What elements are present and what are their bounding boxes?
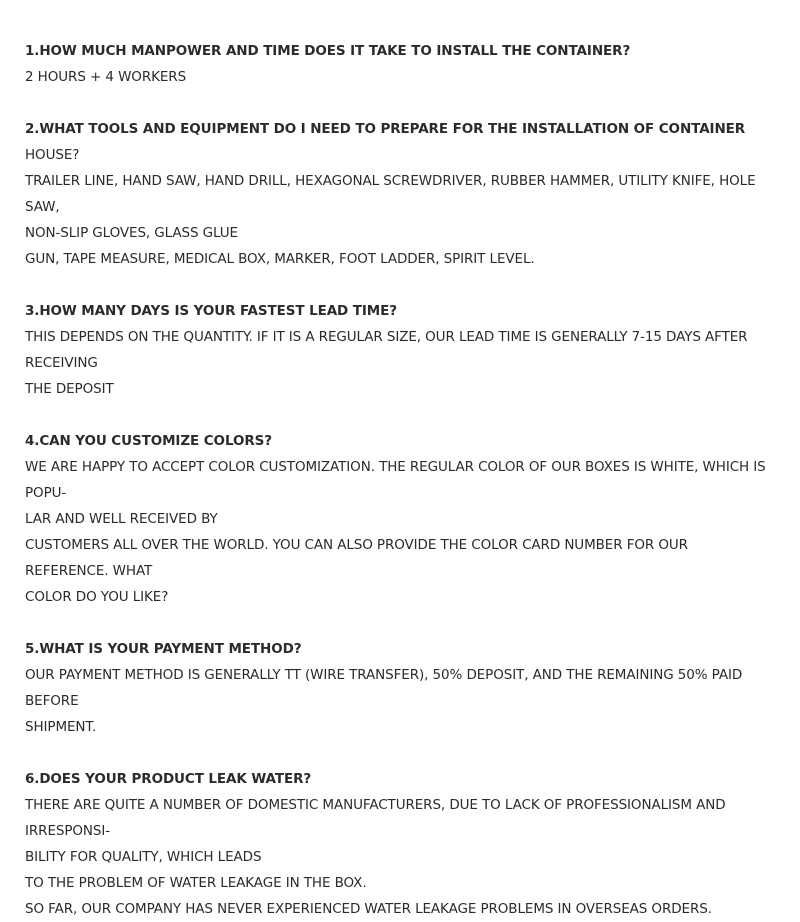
faq-question: 2.WHAT TOOLS AND EQUIPMENT DO I NEED TO PREPARE FOR THE INSTALLATION OF CONTAINER HOUSE? (25, 121, 746, 163)
faq-answer-line: TRAILER LINE, HAND SAW, HAND DRILL, HEXAGONAL SCREWDRIVER, RUBBER HAMMER, UTILITY KNIFE, HOLE SAW, (25, 173, 756, 215)
faq-item-6 (25, 766, 775, 922)
faq-item-5 (25, 636, 775, 740)
faq-item-4 (25, 428, 775, 610)
faq-question: 6.DOES YOUR PRODUCT LEAK WATER? (25, 771, 312, 787)
faq-answer-line: THIS DEPENDS ON THE QUANTITY. IF IT IS A REGULAR SIZE, OUR LEAD TIME IS GENERALLY 7-15 DAYS AFTER RECEIVING (25, 329, 748, 371)
faq-answer-line: BILITY FOR QUALITY, WHICH LEADS (25, 849, 262, 865)
faq-answer-line: CUSTOMERS ALL OVER THE WORLD. YOU CAN ALSO PROVIDE THE COLOR CARD NUMBER FOR OUR REFERENCE. WHAT (25, 537, 688, 579)
faq-answer-line: COLOR DO YOU LIKE? (25, 589, 169, 605)
faq-answer-line: NON-SLIP GLOVES, GLASS GLUE (25, 225, 238, 241)
faq-answer-line: THERE ARE QUITE A NUMBER OF DOMESTIC MANUFACTURERS, DUE TO LACK OF PROFESSIONALISM AND IRRESPONSI- (25, 797, 726, 839)
faq-answer-line: TO THE PROBLEM OF WATER LEAKAGE IN THE BOX. (25, 875, 367, 891)
faq-item-3 (25, 298, 775, 402)
faq-answer-line: WE ARE HAPPY TO ACCEPT COLOR CUSTOMIZATION. THE REGULAR COLOR OF OUR BOXES IS WHITE, WHICH IS POPU- (25, 459, 766, 501)
faq-answer-line: THE DEPOSIT (25, 381, 114, 397)
faq-item-1 (25, 38, 775, 90)
faq-answer-line: SO FAR, OUR COMPANY HAS NEVER EXPERIENCED WATER LEAKAGE PROBLEMS IN OVERSEAS ORDERS. (25, 901, 712, 917)
faq-answer-line: SHIPMENT. (25, 719, 97, 735)
faq-question: 5.WHAT IS YOUR PAYMENT METHOD? (25, 641, 302, 657)
faq-answer-line: 2 HOURS + 4 WORKERS (25, 69, 187, 85)
faq-answer-line: LAR AND WELL RECEIVED BY (25, 511, 218, 527)
faq-answer-line: OUR PAYMENT METHOD IS GENERALLY TT (WIRE TRANSFER), 50% DEPOSIT, AND THE REMAINING 50% PAID BEFORE (25, 667, 743, 709)
faq-question: 4.CAN YOU CUSTOMIZE COLORS? (25, 433, 272, 449)
faq-item-2 (25, 116, 775, 272)
faq-question: 3.HOW MANY DAYS IS YOUR FASTEST LEAD TIME? (25, 303, 397, 319)
faq-question: 1.HOW MUCH MANPOWER AND TIME DOES IT TAKE TO INSTALL THE CONTAINER? (25, 43, 631, 59)
faq-answer-line: GUN, TAPE MEASURE, MEDICAL BOX, MARKER, FOOT LADDER, SPIRIT LEVEL. (25, 251, 535, 267)
